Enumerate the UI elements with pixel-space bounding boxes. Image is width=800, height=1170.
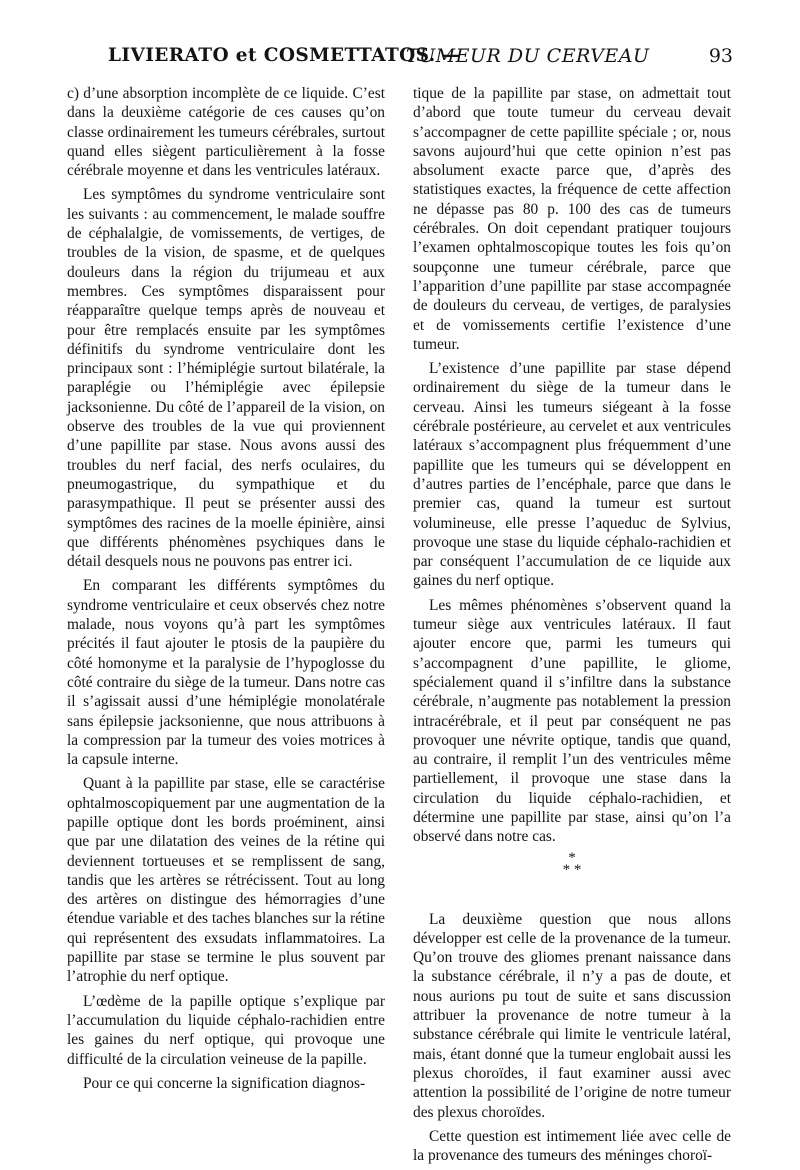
page-number: 93 xyxy=(708,45,733,67)
paragraph: Cette question est intimement liée avec celle de la provenance des tumeurs des méninges choroï- xyxy=(413,1127,731,1165)
right-column xyxy=(413,84,731,1170)
separator-star-top: * xyxy=(568,849,576,866)
paragraph: Les mêmes phénomènes s’observent quand la tumeur siège aux ventricules latéraux. Il faut ajouter encore que, parmi les tumeurs qui s’accompagnent d’une papillite, le gliome, spécialement quand il s’infiltre dans la substance cérébrale, n’augmente pas notablement la pression intracérébrale, et il peut par conséquent ne pas provoquer une névrite optique, tandis que quand, au contraire, il remplit l’un des ventricules même partiellement, il provoque une stase dans la circulation du liquide céphalo-rachidien, et détermine une papillite par stase, ainsi qu’on l’a observé dans notre cas. xyxy=(413,596,731,846)
section-separator xyxy=(413,849,731,878)
paragraph: tique de la papillite par stase, on admettait tout d’abord que toute tumeur du cerveau devait s’accompagner de cette papillite spéciale ; or, nous savons aujourd’hui que cette opinion n’est pas absolument exacte parce que, d’après des statistiques exactes, la fréquence de cette affection ne dépasse pas 80 p. 100 des cas de tumeurs cérébrales. On doit cependant pratiquer toujours l’examen ophtalmoscopique toutes les fois qu’on soupçonne une tumeur cérébrale, parce que l’apparition d’une papillite par stase accompagnée de douleurs du cerveau, de vertiges, de paralysies et de vomissements certifie l’existence d’une tumeur. xyxy=(413,85,731,353)
running-header xyxy=(88,45,733,75)
paragraph: L’œdème de la papille optique s’explique par l’accumulation du liquide céphalo-rachidien entre les gaines du nerf optique, qui provoque une difficulté de la circulation veineuse de la papille. xyxy=(67,992,385,1068)
paragraph: Quant à la papillite par stase, elle se caractérise ophtalmoscopiquement par une augmentation de la papille optique dont les bords proéminent, ainsi que par une dilatation des veines de la rétine qui deviennent tortueuses et se remplissent de sang, tandis que les artères se rétrécissent. Tout au long des artères on distingue des hémorragies d’une étendue variable et des taches blanches sur la rétine qui représentent des exsudats inflammatoires. La papillite par stase se termine le plus souvent par l’atrophie du nerf optique. xyxy=(67,775,385,986)
paragraph: c) d’une absorption incomplète de ce liquide. C’est dans la deuxième catégorie de ces causes qu’on classe ordinairement les tumeurs cérébrales, surtout quand elles siègent particulièrement à la fosse cérébrale moyenne et dans les ventricules latéraux. xyxy=(67,85,385,180)
separator-stars-bottom: * * xyxy=(562,861,582,878)
paragraph: La deuxième question que nous allons développer est celle de la provenance de la tumeur. Qu’on trouve des gliomes prenant naissance dans la substance cérébrale, il n’y a pas de doute, et nous aurions pu tout de suite et sans discussion attribuer la provenance de notre tumeur à la substance cérébrale qui limite le ventricule latéral, mais, étant donné que la tumeur englobait aussi les plexus choroïdes, il faut examiner aussi avec attention la possibilité de l’origine de notre tumeur des plexus choroïdes. xyxy=(413,910,731,1121)
paragraph: Les symptômes du syndrome ventriculaire sont les suivants : au commencement, le malade souffre de céphalalgie, de vomissements, de vertiges, de troubles de la vision, de spasme, et de quelques douleurs dans la région du trijumeau et aux membres. Ces symptômes disparaissent pour réapparaître quelque temps après de nouveau et pour être remplacés ensuite par les symptômes définitifs du syndrome ventriculaire dont les principaux sont : l’hémiplégie surtout bilatérale, la paraplégie ou l’hémiplégie avec épilepsie jacksonienne. Du côté de l’appareil de la vision, on observe des troubles de la vue qui proviennent d’une papillite par stase. Nous avons aussi des troubles du nerf facial, des nerfs oculaires, du pneumogastrique, du sympathique et du parasympathique. Il peut se présenter aussi des symptômes des racines de la moelle épinière, ainsi que différents phénomènes psychiques dans le détail desquels nous ne pouvons pas entrer ici. xyxy=(67,186,385,571)
left-column xyxy=(67,84,385,1098)
paragraph: Pour ce qui concerne la signification diagnos- xyxy=(83,1074,366,1092)
header-title: TUMEUR DU CERVEAU xyxy=(406,45,650,67)
header-authors: LIVIERATO et COSMETTATOS. — xyxy=(108,45,462,66)
paragraph: En comparant les différents symptômes du syndrome ventriculaire et ceux observés chez notre malade, nous voyons qu’à part les symptômes précités il faut ajouter le ptosis de la paupière du côté homonyme et la paralysie de l’hypoglosse du côté contraire du siège de la tumeur. Dans notre cas il s’agissait aussi d’une hémiplégie monolatérale sans épilepsie jacksonienne, que nous attribuons à la compression par la tumeur des voies motrices à la capsule interne. xyxy=(67,577,385,769)
paragraph: L’existence d’une papillite par stase dépend ordinairement du siège de la tumeur dans le cerveau. Ainsi les tumeurs siégeant à la fosse cérébrale postérieure, au cervelet et aux ventricules latéraux s’accompagnent plus fréquemment d’une papillite que les tumeurs qui se développent en d’autres parties de l’encéphale, parce que dans le premier cas, quand la tumeur est surtout volumineuse, elle presse l’aqueduc de Sylvius, provoque une stase du liquide céphalo-rachidien et par conséquent l’accumulation de ce liquide aux gaines du nerf optique. xyxy=(413,360,731,590)
